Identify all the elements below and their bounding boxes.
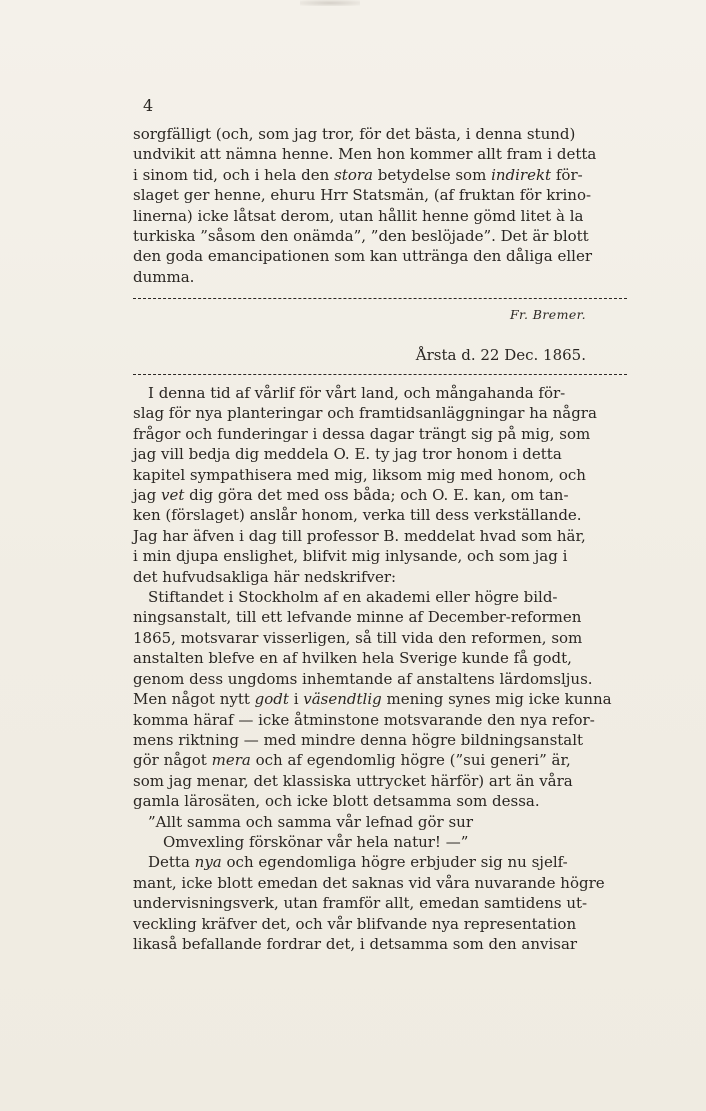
text-line: anstalten blefve en af hvilken hela Sverige kunde få godt, <box>133 649 572 668</box>
text-line: ken (förslaget) anslår honom, verka till dess verkställande. <box>133 506 582 525</box>
italic-word: vet <box>160 486 185 505</box>
text-line: den goda emancipationen som kan uttränga den dåliga eller <box>133 247 592 266</box>
italic-word: stora <box>334 165 373 184</box>
text-line: slag för nya planteringar och framtidsanläggningar ha några <box>133 404 597 423</box>
text-line: mens riktning — med mindre denna högre bildningsanstalt <box>133 730 584 749</box>
text-line: likaså befallande fordrar det, i detsamma som den anvisar <box>133 934 578 953</box>
text-line: genom dess ungdoms inhemtande af anstaltens lärdomsljus. <box>133 669 593 688</box>
text-line: i sinom tid, och i hela den stora betydelse som indirekt för- <box>133 165 583 184</box>
text-line: veckling kräfver det, och vår blifvande nya representation <box>133 914 577 933</box>
paragraph-continuation <box>133 124 627 287</box>
text-line: sorgfälligt (och, som jag tror, för det bästa, i denna stund) <box>133 125 576 143</box>
signature: Fr. Bremer. <box>509 307 586 322</box>
letter-body <box>133 383 627 954</box>
text-line: slaget ger henne, ehuru Hrr Statsmän, (af fruktan för krino- <box>133 186 592 205</box>
text-line: undervisningsverk, utan framför allt, emedan samtidens ut- <box>133 894 588 913</box>
text-line: Stiftandet i Stockholm af en akademi eller högre bild- <box>133 588 558 607</box>
text-line: gamla lärosäten, och icke blott detsamma som dessa. <box>133 792 540 811</box>
text-line: Detta nya och egendomliga högre erbjuder sig nu sjelf- <box>133 853 568 872</box>
text-line: jag vet dig göra det med oss båda; och O. E. kan, om tan- <box>133 486 569 505</box>
text-line: som jag menar, det klassiska uttrycket härför) art än våra <box>133 771 573 790</box>
text-line: linerna) icke låtsat derom, utan hållit henne gömd litet à la <box>133 206 584 225</box>
text-line: turkiska ”såsom den onämda”, ”den beslöjade”. Det är blott <box>133 227 589 246</box>
text-line: kapitel sympathisera med mig, liksom mig med honom, och <box>133 465 586 484</box>
page-number: 4 <box>143 96 154 115</box>
dashed-separator-bottom <box>133 374 627 375</box>
text-line: frågor och funderingar i dessa dagar trängt sig på mig, som <box>133 424 591 443</box>
text-line: gör något mera och af egendomlig högre (”sui generi” är, <box>133 751 571 770</box>
italic-word: väsendtlig <box>303 690 382 709</box>
text-line: mant, icke blott emedan det saknas vid våra nuvarande högre <box>133 873 605 892</box>
text-line: 1865, motsvarar visserligen, så till vida den reformen, som <box>133 628 583 647</box>
dateline: Årsta d. 22 Dec. 1865. <box>415 346 586 364</box>
text-line: Omvexling förskönar vår hela natur! —” <box>133 832 469 851</box>
text-line: undvikit att nämna henne. Men hon kommer allt fram i detta <box>133 145 597 164</box>
text-line: jag vill bedja dig meddela O. E. ty jag tror honom i detta <box>133 445 562 464</box>
italic-word: nya <box>194 853 222 872</box>
page-edge-mark <box>300 0 360 6</box>
text-line: dumma. <box>133 267 195 286</box>
dashed-separator-top <box>133 298 627 299</box>
italic-word: mera <box>211 751 251 770</box>
text-line: det hufvudsakliga här nedskrifver: <box>133 567 397 586</box>
text-line: Men något nytt godt i väsendtlig mening synes mig icke kunna <box>133 690 612 709</box>
text-line: ”Allt samma och samma vår lefnad gör sur <box>133 812 474 831</box>
text-line: ningsanstalt, till ett lefvande minne af December-reformen <box>133 608 582 627</box>
text-line: Jag har äfven i dag till professor B. meddelat hvad som här, <box>133 526 586 545</box>
text-line: I denna tid af vårlif för vårt land, och mångahanda för- <box>133 384 566 402</box>
text-line: i min djupa enslighet, blifvit mig inlysande, och som jag i <box>133 547 568 566</box>
italic-word: godt <box>254 690 289 709</box>
text-line: komma häraf — icke åtminstone motsvarande den nya refor- <box>133 710 595 729</box>
italic-word: indirekt <box>491 165 552 184</box>
